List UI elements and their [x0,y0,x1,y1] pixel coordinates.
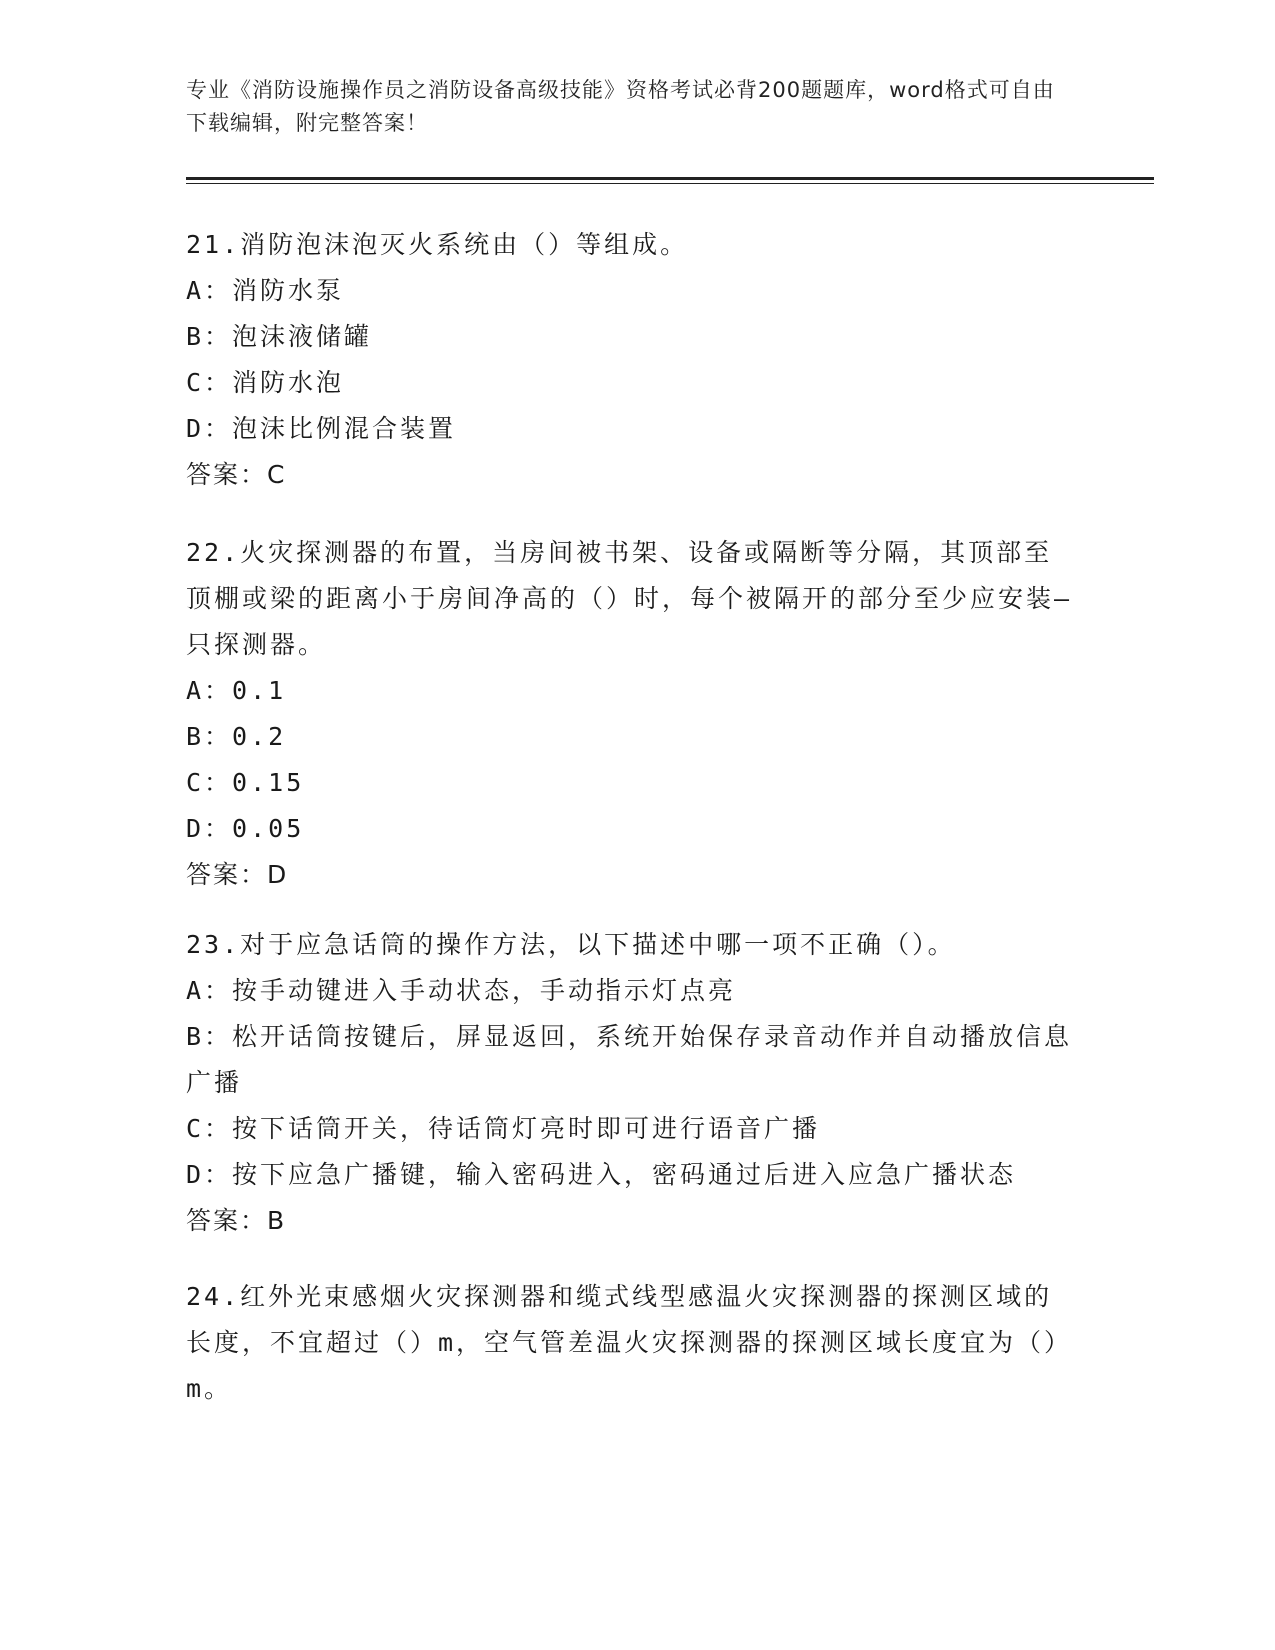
answer-value: B [267,1206,287,1235]
option-a: A：按手动键进入手动状态，手动指示灯点亮 [186,976,737,1005]
answer-line [186,1198,1076,1244]
header-divider-thin [186,183,1154,184]
option-b: B：松开话筒按键后，屏显返回，系统开始保存录音动作并自动播放信息广播 [186,1022,1073,1097]
question-22 [186,530,1076,898]
option-d: D：0.05 [186,814,305,843]
answer-line [186,452,1076,498]
option-d: D：按下应急广播键，输入密码进入，密码通过后进入应急广播状态 [186,1160,1017,1189]
question-stem: 23.对于应急话筒的操作方法，以下描述中哪一项不正确（）。 [186,930,956,959]
question-21 [186,222,1076,498]
question-23 [186,922,1076,1244]
answer-value: C [267,460,287,489]
answer-label: 答案： [186,460,268,489]
answer-line [186,852,1076,898]
question-24 [186,1274,1076,1412]
option-a: A：消防水泵 [186,276,345,305]
header-note: 专业《消防设施操作员之消防设备高级技能》资格考试必背200题题库，word格式可自由下载编辑，附完整答案！ [186,78,1055,135]
answer-label: 答案： [186,860,268,889]
option-b: B：泡沫液储罐 [186,322,373,351]
question-stem: 21.消防泡沫泡灭火系统由（）等组成。 [186,230,689,259]
answer-value: D [267,860,289,889]
option-b: B：0.2 [186,722,287,751]
option-c: C：消防水泡 [186,368,345,397]
question-stem: 24.红外光束感烟火灾探测器和缆式线型感温火灾探测器的探测区域的长度，不宜超过（）m，空气管差温火灾探测器的探测区域长度宜为（）m。 [186,1282,1073,1403]
option-c: C：按下话筒开关，待话筒灯亮时即可进行语音广播 [186,1114,821,1143]
header-divider-thick [186,177,1154,180]
option-d: D：泡沫比例混合装置 [186,414,457,443]
question-stem: 22.火灾探测器的布置，当房间被书架、设备或隔断等分隔，其顶部至顶棚或梁的距离小于房间净高的（）时，每个被隔开的部分至少应安装—只探测器。 [186,538,1073,659]
answer-label: 答案： [186,1206,268,1235]
option-a: A：0.1 [186,676,287,705]
option-c: C：0.15 [186,768,305,797]
